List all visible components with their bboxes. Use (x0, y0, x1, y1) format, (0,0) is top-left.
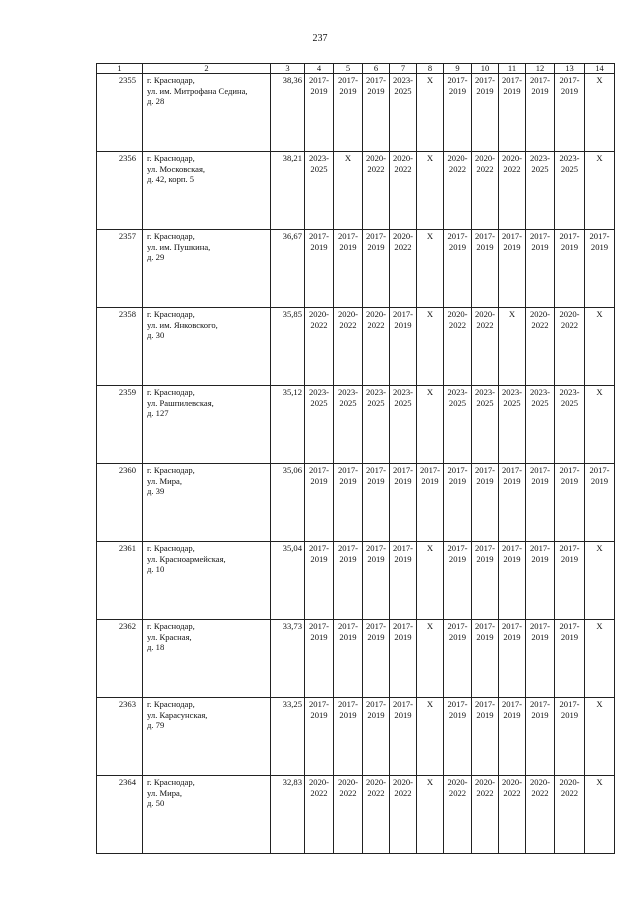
period-cell: 2020- 2022 (472, 776, 499, 854)
period-cell: 2017- 2019 (499, 230, 526, 308)
period-cell: X (417, 74, 444, 152)
period-cell: 2023- 2025 (363, 386, 390, 464)
period-cell: 2020- 2022 (363, 308, 390, 386)
period-cell: 2020- 2022 (472, 152, 499, 230)
address-line: д. 29 (147, 252, 165, 263)
period-cell: 2017- 2019 (363, 230, 390, 308)
period-cell: X (585, 776, 615, 854)
column-header: 14 (585, 64, 615, 74)
period-cell: 2017- 2019 (472, 464, 499, 542)
period-cell: X (417, 542, 444, 620)
period-cell: X (417, 230, 444, 308)
period-cell: 2023- 2025 (526, 152, 555, 230)
period-cell: 2020- 2022 (555, 776, 585, 854)
address-cell (143, 230, 271, 308)
row-number-cell: 2364 (97, 776, 143, 854)
row-number-cell: 2356 (97, 152, 143, 230)
address-line: ул. Мира, (147, 787, 183, 798)
column-header: 9 (444, 64, 472, 74)
period-cell: 2017- 2019 (390, 698, 417, 776)
address-line: г. Краснодар, (147, 621, 195, 631)
column-header: 1 (97, 64, 143, 74)
table-row (97, 386, 615, 464)
address-line: д. 30 (147, 330, 165, 341)
period-cell: 2017- 2019 (499, 698, 526, 776)
address-cell (143, 620, 271, 698)
period-cell: 2020- 2022 (499, 776, 526, 854)
value-cell: 36,67 (271, 230, 305, 308)
address-line: ул. Красноармейская, (147, 553, 226, 564)
period-cell: 2017- 2019 (499, 464, 526, 542)
address-line: ул. им. Митрофана Седина, (147, 85, 248, 96)
address-line: г. Краснодар, (147, 75, 195, 85)
period-cell: 2020- 2022 (444, 776, 472, 854)
period-cell: 2017- 2019 (363, 464, 390, 542)
row-number-cell: 2363 (97, 698, 143, 776)
period-cell: 2020- 2022 (334, 308, 363, 386)
column-header: 11 (499, 64, 526, 74)
period-cell: X (585, 308, 615, 386)
period-cell: 2017- 2019 (526, 698, 555, 776)
table-row (97, 152, 615, 230)
register-table (96, 63, 615, 854)
period-cell: 2017- 2019 (526, 542, 555, 620)
period-cell: 2017- 2019 (334, 620, 363, 698)
period-cell: X (585, 542, 615, 620)
period-cell: 2017- 2019 (555, 620, 585, 698)
table-row (97, 464, 615, 542)
address-line: г. Краснодар, (147, 231, 195, 241)
period-cell: 2023- 2025 (499, 386, 526, 464)
period-cell: 2023- 2025 (526, 386, 555, 464)
value-cell: 33,25 (271, 698, 305, 776)
column-header: 6 (363, 64, 390, 74)
period-cell: 2017- 2019 (444, 698, 472, 776)
period-cell: 2020- 2022 (390, 230, 417, 308)
column-header: 4 (305, 64, 334, 74)
address-cell (143, 386, 271, 464)
period-cell: 2017- 2019 (472, 698, 499, 776)
period-cell: X (585, 152, 615, 230)
period-cell: 2017- 2019 (305, 74, 334, 152)
address-line: ул. им. Янковского, (147, 319, 218, 330)
period-cell: 2017- 2019 (472, 542, 499, 620)
period-cell: 2020- 2022 (444, 308, 472, 386)
period-cell: 2023- 2025 (334, 386, 363, 464)
period-cell: 2017- 2019 (363, 698, 390, 776)
row-number-cell: 2359 (97, 386, 143, 464)
period-cell: 2017- 2019 (390, 542, 417, 620)
period-cell: 2020- 2022 (363, 152, 390, 230)
period-cell: 2017- 2019 (334, 74, 363, 152)
column-header: 13 (555, 64, 585, 74)
period-cell: 2017- 2019 (390, 308, 417, 386)
period-cell: 2020- 2022 (334, 776, 363, 854)
value-cell: 35,06 (271, 464, 305, 542)
period-cell: 2017- 2019 (499, 542, 526, 620)
period-cell: 2017- 2019 (444, 74, 472, 152)
period-cell: 2023- 2025 (305, 386, 334, 464)
period-cell: 2017- 2019 (305, 620, 334, 698)
period-cell: 2023- 2025 (472, 386, 499, 464)
period-cell: 2020- 2022 (499, 152, 526, 230)
period-cell: 2023- 2025 (390, 386, 417, 464)
period-cell: 2020- 2022 (305, 308, 334, 386)
period-cell: 2017- 2019 (444, 620, 472, 698)
address-line: д. 127 (147, 408, 169, 419)
period-cell: 2023- 2025 (390, 74, 417, 152)
value-cell: 38,21 (271, 152, 305, 230)
period-cell: 2020- 2022 (363, 776, 390, 854)
value-cell: 35,12 (271, 386, 305, 464)
value-cell: 35,85 (271, 308, 305, 386)
table-body (97, 64, 615, 854)
row-number-cell: 2361 (97, 542, 143, 620)
period-cell: 2020- 2022 (526, 776, 555, 854)
address-line: г. Краснодар, (147, 153, 195, 163)
period-cell: 2017- 2019 (555, 74, 585, 152)
period-cell: 2017- 2019 (555, 698, 585, 776)
value-cell: 32,83 (271, 776, 305, 854)
period-cell: 2017- 2019 (585, 464, 615, 542)
address-line: ул. им. Пушкина, (147, 241, 211, 252)
table-row (97, 620, 615, 698)
period-cell: 2020- 2022 (526, 308, 555, 386)
column-header: 8 (417, 64, 444, 74)
value-cell: 33,73 (271, 620, 305, 698)
table-row (97, 230, 615, 308)
table-row (97, 542, 615, 620)
period-cell: X (499, 308, 526, 386)
period-cell: 2017- 2019 (334, 230, 363, 308)
period-cell: X (585, 698, 615, 776)
period-cell: X (417, 308, 444, 386)
header-row (97, 64, 615, 74)
address-cell (143, 308, 271, 386)
period-cell: 2017- 2019 (363, 542, 390, 620)
period-cell: 2017- 2019 (555, 542, 585, 620)
period-cell: 2017- 2019 (472, 230, 499, 308)
period-cell: X (417, 776, 444, 854)
address-line: д. 10 (147, 564, 165, 575)
period-cell: 2020- 2022 (472, 308, 499, 386)
period-cell: 2017- 2019 (526, 230, 555, 308)
period-cell: X (417, 386, 444, 464)
period-cell: 2017- 2019 (334, 464, 363, 542)
address-line: д. 42, корп. 5 (147, 174, 195, 185)
period-cell: X (417, 152, 444, 230)
period-cell: 2017- 2019 (499, 74, 526, 152)
period-cell: 2020- 2022 (305, 776, 334, 854)
period-cell: 2017- 2019 (305, 698, 334, 776)
column-header: 7 (390, 64, 417, 74)
page-number: 237 (312, 33, 328, 44)
address-line: д. 39 (147, 486, 165, 497)
address-line: д. 18 (147, 642, 165, 653)
address-cell (143, 698, 271, 776)
period-cell: 2017- 2019 (555, 230, 585, 308)
period-cell: X (585, 620, 615, 698)
row-number-cell: 2360 (97, 464, 143, 542)
address-cell (143, 152, 271, 230)
address-line: г. Краснодар, (147, 699, 195, 709)
column-header: 12 (526, 64, 555, 74)
period-cell: 2020- 2022 (390, 776, 417, 854)
period-cell: 2023- 2025 (305, 152, 334, 230)
period-cell: 2023- 2025 (555, 386, 585, 464)
period-cell: X (585, 386, 615, 464)
address-line: ул. Рашпилевская, (147, 397, 214, 408)
row-number-cell: 2358 (97, 308, 143, 386)
row-number-cell: 2355 (97, 74, 143, 152)
value-cell: 35,04 (271, 542, 305, 620)
period-cell: 2017- 2019 (444, 464, 472, 542)
address-cell (143, 464, 271, 542)
period-cell: X (585, 74, 615, 152)
address-line: ул. Мира, (147, 475, 183, 486)
period-cell: 2020- 2022 (444, 152, 472, 230)
address-line: г. Краснодар, (147, 309, 195, 319)
period-cell: 2017- 2019 (390, 620, 417, 698)
address-line: г. Краснодар, (147, 543, 195, 553)
address-line: д. 50 (147, 798, 165, 809)
period-cell: 2020- 2022 (555, 308, 585, 386)
table-row (97, 698, 615, 776)
period-cell: 2017- 2019 (305, 464, 334, 542)
period-cell: 2017- 2019 (555, 464, 585, 542)
period-cell: 2017- 2019 (499, 620, 526, 698)
column-header: 10 (472, 64, 499, 74)
address-line: г. Краснодар, (147, 777, 195, 787)
row-number-cell: 2357 (97, 230, 143, 308)
address-line: ул. Красная, (147, 631, 192, 642)
period-cell: 2017- 2019 (417, 464, 444, 542)
address-cell (143, 74, 271, 152)
period-cell: 2017- 2019 (585, 230, 615, 308)
address-cell (143, 776, 271, 854)
period-cell: 2017- 2019 (472, 74, 499, 152)
period-cell: 2017- 2019 (334, 698, 363, 776)
address-line: ул. Карасунская, (147, 709, 208, 720)
address-line: г. Краснодар, (147, 387, 195, 397)
period-cell: 2017- 2019 (363, 620, 390, 698)
table-row (97, 74, 615, 152)
value-cell: 38,36 (271, 74, 305, 152)
column-header: 5 (334, 64, 363, 74)
address-cell (143, 542, 271, 620)
period-cell: X (334, 152, 363, 230)
table-row (97, 308, 615, 386)
period-cell: 2017- 2019 (390, 464, 417, 542)
period-cell: X (417, 698, 444, 776)
period-cell: 2017- 2019 (444, 542, 472, 620)
period-cell: 2023- 2025 (555, 152, 585, 230)
column-header: 3 (271, 64, 305, 74)
address-line: д. 79 (147, 720, 165, 731)
period-cell: X (417, 620, 444, 698)
address-line: ул. Московская, (147, 163, 206, 174)
period-cell: 2017- 2019 (305, 542, 334, 620)
table-row (97, 776, 615, 854)
period-cell: 2017- 2019 (526, 74, 555, 152)
period-cell: 2017- 2019 (526, 464, 555, 542)
period-cell: 2017- 2019 (334, 542, 363, 620)
column-header: 2 (143, 64, 271, 74)
period-cell: 2023- 2025 (444, 386, 472, 464)
address-line: г. Краснодар, (147, 465, 195, 475)
period-cell: 2017- 2019 (526, 620, 555, 698)
address-line: д. 28 (147, 96, 165, 107)
period-cell: 2017- 2019 (305, 230, 334, 308)
period-cell: 2017- 2019 (363, 74, 390, 152)
period-cell: 2017- 2019 (444, 230, 472, 308)
period-cell: 2017- 2019 (472, 620, 499, 698)
row-number-cell: 2362 (97, 620, 143, 698)
period-cell: 2020- 2022 (390, 152, 417, 230)
